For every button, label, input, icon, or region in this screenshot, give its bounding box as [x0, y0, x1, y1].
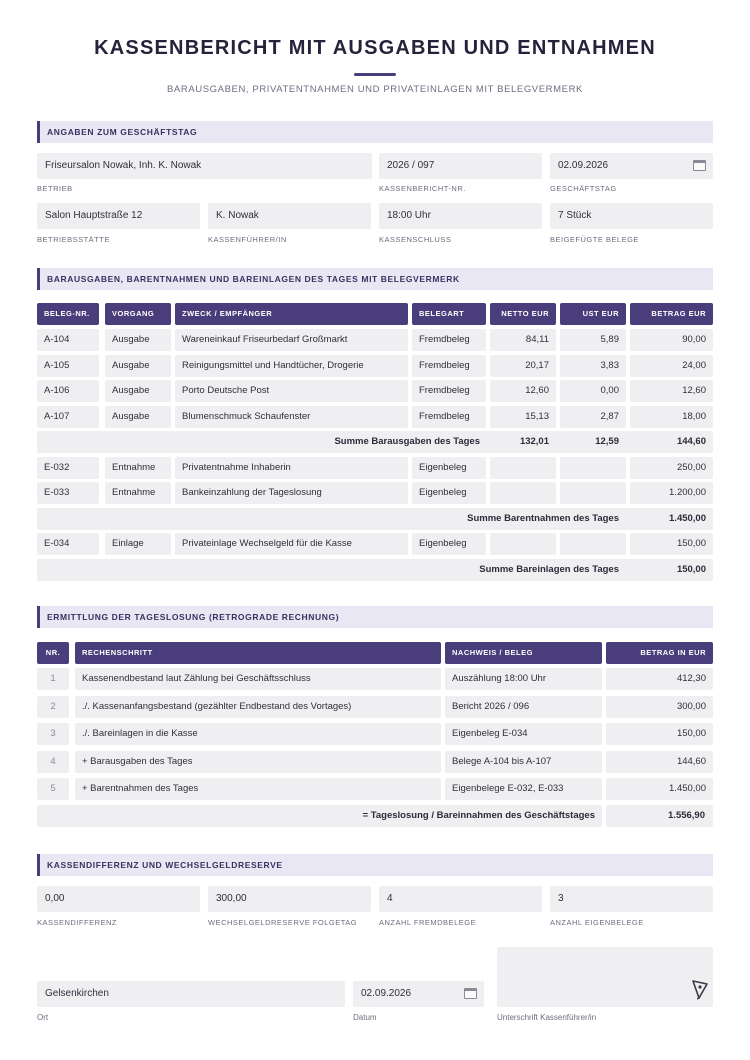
berichtnr-label: KASSENBERICHT-NR. [379, 184, 466, 193]
cell-nachweis: Eigenbelege E-032, E-033 [445, 778, 602, 800]
title-underline [354, 73, 396, 76]
cell-betrag: 90,00 [630, 329, 713, 351]
cell-betrag: 412,30 [606, 668, 713, 690]
section-differenz-heading: KASSENDIFFERENZ UND WECHSELGELDRESERVE [37, 854, 713, 876]
cell-betrag: 1.200,00 [630, 482, 713, 504]
cell-betrag: 300,00 [606, 696, 713, 718]
cell-belegart: Eigenbeleg [412, 533, 486, 555]
geschaeftstag-value: 02.09.2026 [558, 160, 609, 171]
cell-belegart: Eigenbeleg [412, 482, 486, 504]
cell-betrag: 12,60 [630, 380, 713, 402]
wechselgeld-field[interactable]: 300,00 [208, 886, 371, 912]
sum-label: Summe Barentnahmen des Tages [467, 513, 619, 524]
cell-betrag: 24,00 [630, 355, 713, 377]
datum-value: 02.09.2026 [361, 988, 412, 999]
header-ust: UST EUR [560, 303, 626, 325]
cell-nachweis: Belege A-104 bis A-107 [445, 751, 602, 773]
total-value: 1.556,90 [668, 810, 705, 821]
cell-rechenschritt: ./. Bareinlagen in die Kasse [75, 723, 441, 745]
cell-ust [560, 482, 626, 504]
kassendifferenz-field[interactable]: 0,00 [37, 886, 200, 912]
cell-ust: 5,89 [560, 329, 626, 351]
cell-vorgang: Entnahme [105, 482, 171, 504]
cell-rechenschritt: Kassenendbestand laut Zählung bei Geschäftsschluss [75, 668, 441, 690]
cell-nr: 1 [37, 668, 69, 690]
belege-field[interactable]: 7 Stück [550, 203, 713, 229]
calendar-icon[interactable] [693, 160, 706, 171]
cell-zweck: Privateinlage Wechselgeld für die Kasse [175, 533, 408, 555]
cell-nr: 5 [37, 778, 69, 800]
cell-vorgang: Ausgabe [105, 380, 171, 402]
section-angaben-heading: ANGABEN ZUM GESCHÄFTSTAG [37, 121, 713, 143]
cell-beleg-nr: A-104 [37, 329, 99, 351]
betrieb-field[interactable]: Friseursalon Nowak, Inh. K. Nowak [37, 153, 372, 179]
cell-nachweis: Auszählung 18:00 Uhr [445, 668, 602, 690]
kassenfuehrer-label: KASSENFÜHRER/IN [208, 235, 287, 244]
cell-zweck: Bankeinzahlung der Tageslosung [175, 482, 408, 504]
cell-nachweis: Bericht 2026 / 096 [445, 696, 602, 718]
header-betrag: BETRAG EUR [630, 303, 713, 325]
datum-field[interactable] [353, 981, 484, 1007]
cell-vorgang: Entnahme [105, 457, 171, 479]
header-nr: NR. [37, 642, 69, 664]
geschaeftstag-field[interactable] [550, 153, 713, 179]
header-beleg-nr: BELEG-NR. [37, 303, 99, 325]
cell-betrag: 1.450,00 [606, 778, 713, 800]
cell-beleg-nr: E-033 [37, 482, 99, 504]
cell-netto [490, 533, 556, 555]
cell-beleg-nr: E-032 [37, 457, 99, 479]
sum-betrag: 144,60 [676, 436, 706, 447]
header-belegart: BELEGART [412, 303, 486, 325]
kassenfuehrer-field[interactable]: K. Nowak [208, 203, 371, 229]
cell-belegart: Fremdbeleg [412, 355, 486, 377]
cell-zweck: Blumenschmuck Schaufenster [175, 406, 408, 428]
kassenschluss-field[interactable]: 18:00 Uhr [379, 203, 542, 229]
cell-belegart: Fremdbeleg [412, 406, 486, 428]
betrieb-label: BETRIEB [37, 184, 73, 193]
cell-netto: 15,13 [490, 406, 556, 428]
section-ermittlung-heading: ERMITTLUNG DER TAGESLOSUNG (RETROGRADE RECHNUNG) [37, 606, 713, 628]
ort-label: Ort [37, 1013, 49, 1022]
signature-box[interactable] [497, 947, 713, 1007]
betriebsstaette-field[interactable]: Salon Hauptstraße 12 [37, 203, 200, 229]
cell-betrag: 144,60 [606, 751, 713, 773]
cell-netto: 84,11 [490, 329, 556, 351]
cell-vorgang: Ausgabe [105, 329, 171, 351]
geschaeftstag-label: GESCHÄFTSTAG [550, 184, 617, 193]
cell-zweck: Reinigungsmittel und Handtücher, Drogerie [175, 355, 408, 377]
cell-betrag: 150,00 [606, 723, 713, 745]
cell-ust: 2,87 [560, 406, 626, 428]
cell-nachweis: Eigenbeleg E-034 [445, 723, 602, 745]
cell-rechenschritt: ./. Kassenanfangsbestand (gezählter Endbestand des Vortages) [75, 696, 441, 718]
cell-beleg-nr: E-034 [37, 533, 99, 555]
sum-betrag: 1.450,00 [669, 513, 706, 524]
sum-netto: 132,01 [519, 436, 549, 447]
cell-betrag: 18,00 [630, 406, 713, 428]
header-zweck: ZWECK / EMPFÄNGER [175, 303, 408, 325]
cell-betrag: 250,00 [630, 457, 713, 479]
eigenbelege-field[interactable]: 3 [550, 886, 713, 912]
cell-rechenschritt: + Barentnahmen des Tages [75, 778, 441, 800]
header-rechenschritt: RECHENSCHRITT [75, 642, 441, 664]
sum-label: Summe Bareinlagen des Tages [479, 564, 619, 575]
fremdbelege-field[interactable]: 4 [379, 886, 542, 912]
kassenschluss-label: KASSENSCHLUSS [379, 235, 452, 244]
page-title: KASSENBERICHT MIT AUSGABEN UND ENTNAHMEN [94, 37, 656, 59]
cell-zweck: Wareneinkauf Friseurbedarf Großmarkt [175, 329, 408, 351]
signature-label: Unterschrift Kassenführer/in [497, 1013, 597, 1022]
cell-netto: 12,60 [490, 380, 556, 402]
cell-belegart: Fremdbeleg [412, 329, 486, 351]
cell-nr: 2 [37, 696, 69, 718]
ort-field[interactable]: Gelsenkirchen [37, 981, 345, 1007]
header-netto: NETTO EUR [490, 303, 556, 325]
cell-betrag: 150,00 [630, 533, 713, 555]
cell-vorgang: Ausgabe [105, 355, 171, 377]
cell-ust: 0,00 [560, 380, 626, 402]
berichtnr-field[interactable]: 2026 / 097 [379, 153, 542, 179]
cell-netto [490, 482, 556, 504]
cell-netto [490, 457, 556, 479]
total-label: = Tageslosung / Bareinnahmen des Geschäftstages [362, 810, 595, 821]
page-subtitle: BARAUSGABEN, PRIVATENTNAHMEN UND PRIVATEINLAGEN MIT BELEGVERMERK [166, 84, 583, 95]
cell-rechenschritt: + Barausgaben des Tages [75, 751, 441, 773]
sum-label: Summe Barausgaben des Tages [334, 436, 480, 447]
datum-label: Datum [353, 1013, 377, 1022]
cell-nr: 3 [37, 723, 69, 745]
cell-zweck: Privatentnahme Inhaberin [175, 457, 408, 479]
belege-label: BEIGEFÜGTE BELEGE [550, 235, 639, 244]
eigenbelege-label: ANZAHL EIGENBELEGE [550, 918, 644, 927]
calendar-icon[interactable] [464, 988, 477, 999]
kassendifferenz-label: KASSENDIFFERENZ [37, 918, 118, 927]
cell-nr: 4 [37, 751, 69, 773]
cell-beleg-nr: A-106 [37, 380, 99, 402]
cell-beleg-nr: A-107 [37, 406, 99, 428]
sum-ust: 12,59 [595, 436, 619, 447]
fremdbelege-label: ANZAHL FREMDBELEGE [379, 918, 477, 927]
cell-netto: 20,17 [490, 355, 556, 377]
cell-belegart: Eigenbeleg [412, 457, 486, 479]
header-vorgang: VORGANG [105, 303, 171, 325]
cell-ust [560, 457, 626, 479]
cell-vorgang: Einlage [105, 533, 171, 555]
pen-signature-icon [690, 978, 710, 1000]
cell-ust: 3,83 [560, 355, 626, 377]
header-nachweis: NACHWEIS / BELEG [445, 642, 602, 664]
header-betrag: BETRAG IN EUR [606, 642, 713, 664]
cell-belegart: Fremdbeleg [412, 380, 486, 402]
section-bar-heading: BARAUSGABEN, BARENTNAHMEN UND BAREINLAGEN DES TAGES MIT BELEGVERMERK [37, 268, 713, 290]
betriebsstaette-label: BETRIEBSSTÄTTE [37, 235, 110, 244]
cell-ust [560, 533, 626, 555]
cell-vorgang: Ausgabe [105, 406, 171, 428]
cell-zweck: Porto Deutsche Post [175, 380, 408, 402]
sum-betrag: 150,00 [676, 564, 706, 575]
wechselgeld-label: WECHSELGELDRESERVE FOLGETAG [208, 918, 358, 927]
cell-beleg-nr: A-105 [37, 355, 99, 377]
